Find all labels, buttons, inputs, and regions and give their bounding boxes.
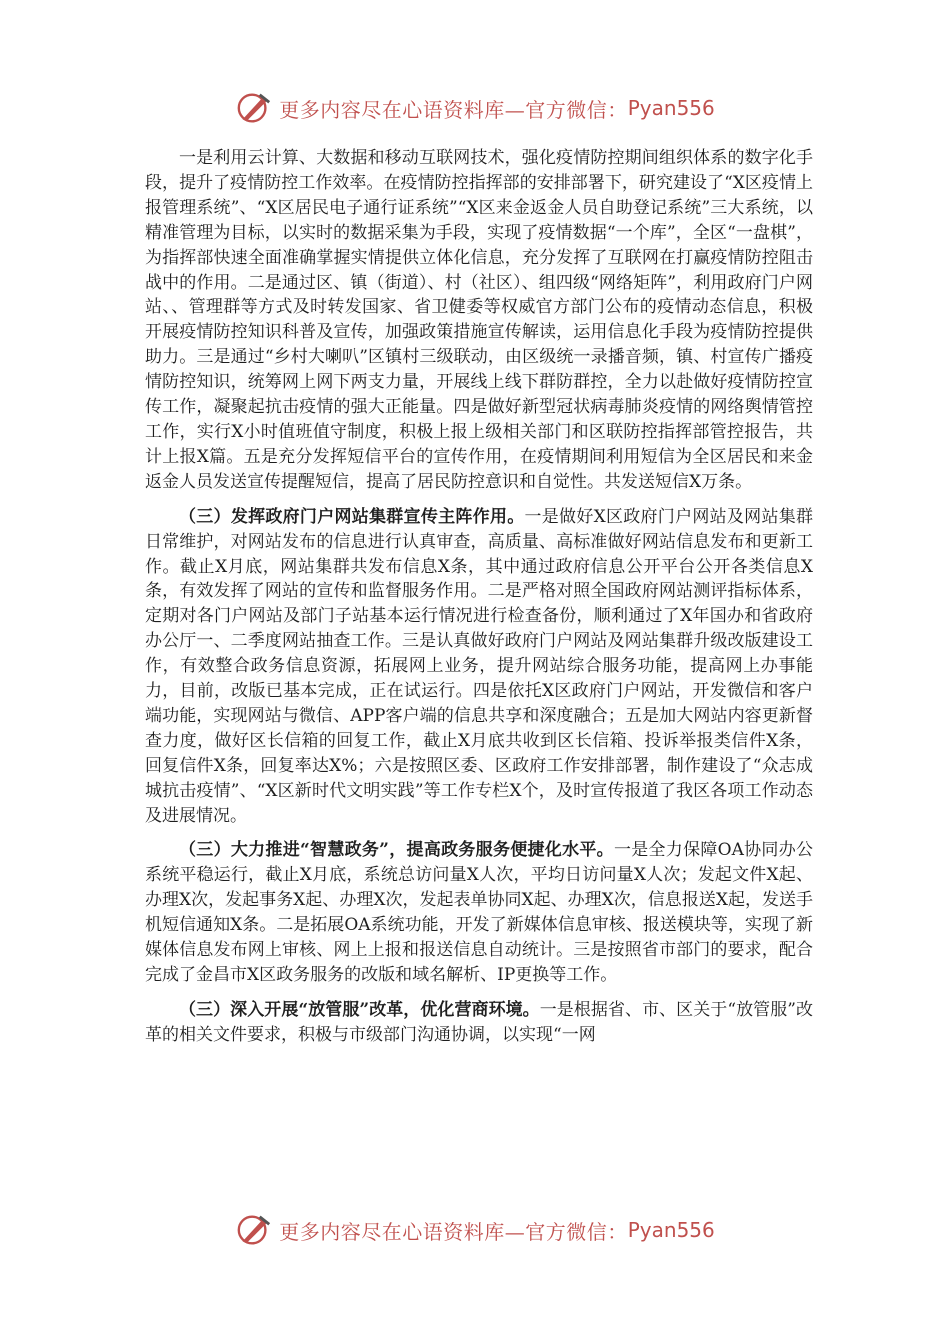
document-body: [145, 146, 813, 1058]
watermark-text: 更多内容尽在心语资料库—官方微信：: [279, 1219, 628, 1244]
paragraph-4-body: 一是根据省、市、区关于“放管服”改革的相关文件要求，积极与市级部门沟通协调，以实现“一网: [145, 999, 813, 1045]
pen-logo-icon: [235, 89, 273, 127]
pen-logo-icon: [235, 1211, 273, 1249]
paragraph-2-body: 一是做好X区政府门户网站及网站集群日常维护，对网站发布的信息进行认真审查，高质量、高标准做好网站信息发布和更新工作。截止X月底，网站集群共发布信息X条，其中通过政府信息公开平台公开各类信息X条，有效发挥了网站的宣传和监督服务作用。二是严格对照全国政府网站测评指标体系，定期对各门户网站及部门子站基本运行情况进行检查备份，顺利通过了X年国办和省政府办公厅一、二季度网站抽查工作。三是认真做好政府门户网站及网站集群升级改版建设工作，有效整合政务信息资源，拓展网上业务，提升网站综合服务功能，提高网上办事能力，目前，改版已基本完成，正在试运行。四是依托X区政府门户网站，开发微信和客户端功能，实现网站与微信、APP客户端的信息共享和深度融合；五是加大网站内容更新督查力度，做好区长信箱的回复工作，截止X月底共收到区长信箱、投诉举报类信件X条，回复信件X条，回复率达X%；六是按照区委、区政府工作安排部署，制作建设了“众志成城抗击疫情”、“X区新时代文明实践”等工作专栏X个，及时宣传报道了我区各项工作动态及进展情况。: [145, 506, 813, 826]
paragraph-1: [145, 146, 813, 495]
paragraph-2: [145, 505, 813, 829]
watermark-text: 更多内容尽在心语资料库—官方微信：: [279, 97, 628, 122]
paragraph-3: [145, 838, 813, 987]
header-watermark: [0, 86, 950, 130]
paragraph-3-body: 一是全力保障OA协同办公系统平稳运行，截止X月底，系统总访问量X人次，平均日访问量X人次；发起文件X起、办理X次，发起事务X起、办理X次，发起表单协同X起、办理X次，信息报送X起，发送手机短信通知X条。二是拓展OA系统功能，开发了新媒体信息审核、报送模块等，实现了新媒体信息发布网上审核、网上上报和报送信息自动统计。三是按照省市部门的要求，配合完成了金昌市X区政务服务的改版和域名解析、IP更换等工作。: [145, 840, 813, 985]
footer-watermark: [0, 1208, 950, 1252]
paragraph-1-body: 一是利用云计算、大数据和移动互联网技术，强化疫情防控期间组织体系的数字化手段，提升了疫情防控工作效率。在疫情防控指挥部的安排部署下，研究建设了“X区疫情上报管理系统”、“X区居民电子通行证系统”“X区来金返金人员自助登记系统”三大系统，以精准管理为目标，以实时的数据采集为手段，实现了疫情数据“一个库”，全区“一盘棋”，为指挥部快速全面准确掌握实情提供立体化信息，充分发挥了互联网在打赢疫情防控阻击战中的作用。二是通过区、镇（街道）、村（社区）、组四级“网络矩阵”，利用政府门户网站、、管理群等方式及时转发国家、省卫健委等权威官方部门公布的疫情动态信息，积极开展疫情防控知识科普及宣传，加强政策措施宣传解读，运用信息化手段为疫情防控提供助力。三是通过“乡村大喇叭”区镇村三级联动，由区级统一录播音频，镇、村宣传广播疫情防控知识，统筹网上网下两支力量，开展线上线下群防群控，全力以赴做好疫情防控宣传工作，凝聚起抗击疫情的强大正能量。四是做好新型冠状病毒肺炎疫情的网络舆情管控工作，实行X小时值班值守制度，积极上报上级相关部门和区联防控指挥部管控报告，共计上报X篇。五是充分发挥短信平台的宣传作用，在疫情期间利用短信为全区居民和来金返金人员发送宣传提醒短信，提高了居民防控意识和自觉性。共发送短信X万条。: [145, 148, 813, 492]
watermark-id: Pyan556: [627, 96, 715, 120]
paragraph-3-heading: （三）大力推进“智慧政务”，提高政务服务便捷化水平。: [179, 840, 614, 861]
paragraph-4: [145, 998, 813, 1048]
paragraph-4-heading: （三）深入开展“放管服”改革，优化营商环境。: [179, 999, 540, 1020]
paragraph-2-heading: （三）发挥政府门户网站集群宣传主阵作用。: [179, 506, 525, 527]
watermark-id: Pyan556: [627, 1218, 715, 1242]
